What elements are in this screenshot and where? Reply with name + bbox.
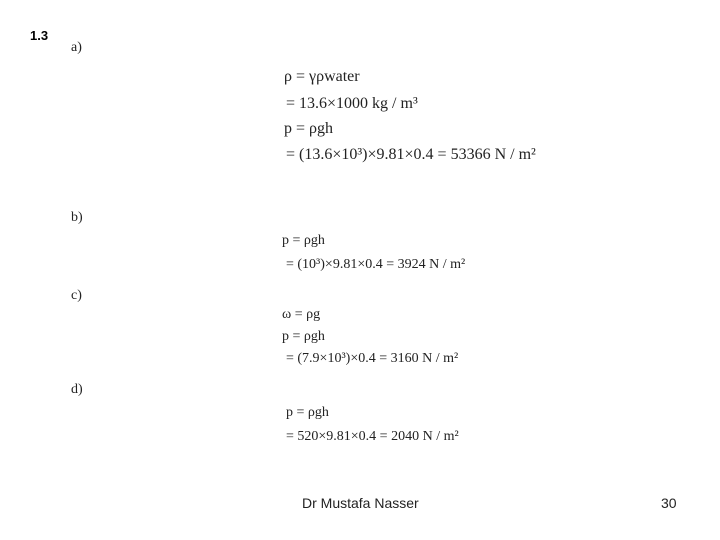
part-c-line-3: = (7.9×10³)×0.4 = 3160 N / m² <box>286 351 459 366</box>
part-c-label: c) <box>71 288 82 303</box>
part-a-line-3: p = ρgh <box>284 120 334 137</box>
part-d-line-1: p = ρgh <box>286 405 329 420</box>
part-d-label: d) <box>71 382 83 397</box>
part-c-line-1: ω = ρg <box>282 307 321 322</box>
part-a-line-2: = 13.6×1000 kg / m³ <box>286 95 418 112</box>
part-a-label: a) <box>71 40 82 55</box>
part-b-label: b) <box>71 210 83 225</box>
part-d-line-2: = 520×9.81×0.4 = 2040 N / m² <box>286 429 459 444</box>
footer-page-number: 30 <box>661 495 677 511</box>
part-b-line-2: = (10³)×9.81×0.4 = 3924 N / m² <box>286 257 466 272</box>
part-c-line-2: p = ρgh <box>282 329 325 344</box>
slide-number: 1.3 <box>30 28 49 43</box>
part-a-line-1: ρ = γρwater <box>284 68 360 85</box>
part-a-line-4: = (13.6×10³)×9.81×0.4 = 53366 N / m² <box>286 146 536 163</box>
footer-author: Dr Mustafa Nasser <box>302 495 419 511</box>
part-b-line-1: p = ρgh <box>282 233 325 248</box>
